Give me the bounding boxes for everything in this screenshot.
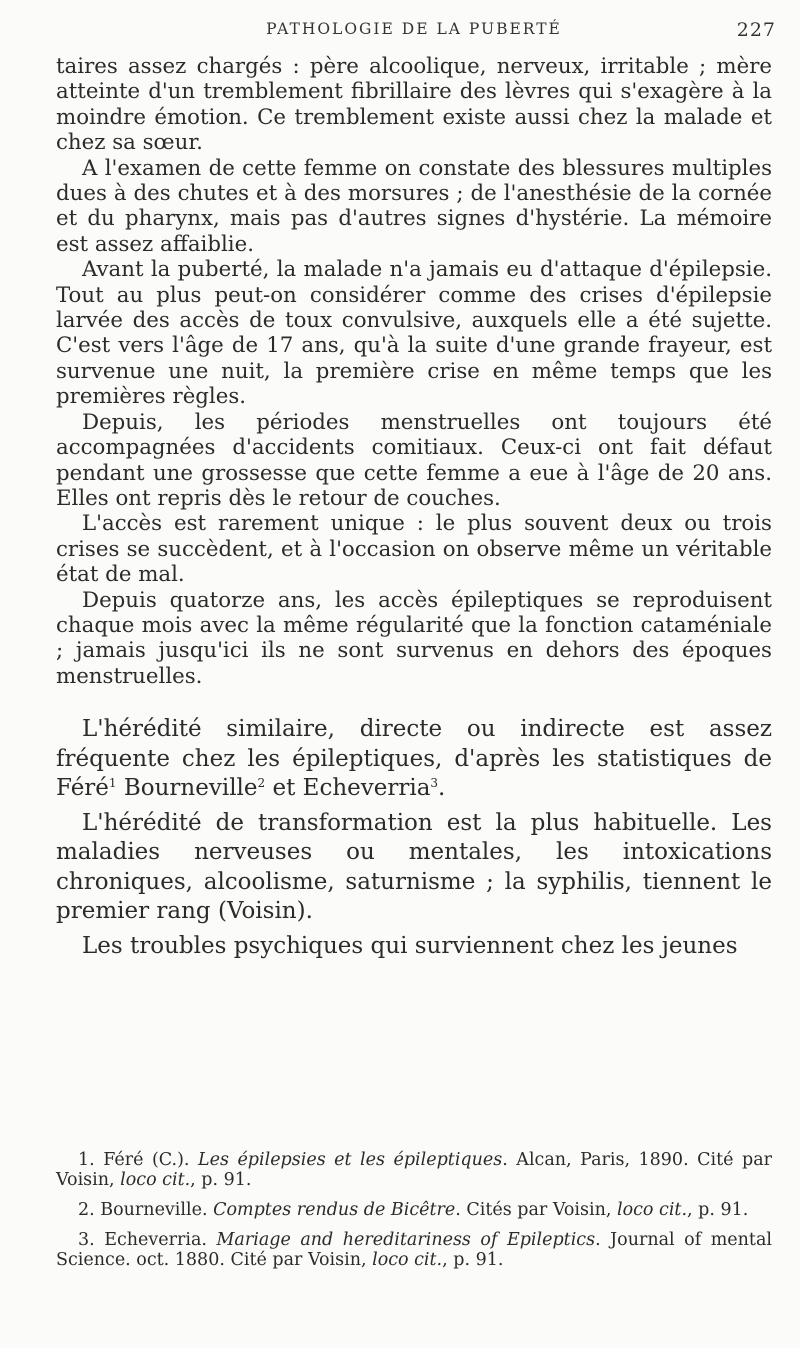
paragraph-3: Avant la puberté, la malade n'a jamais eu d'attaque d'épilepsie. Tout au plus peut-on considérer comme des crises d'épilepsie larvée des accès de toux convulsive, auxquels elle a été sujette. C'est vers l'âge de 17 ans, qu'à la suite d'une grande frayeur, est survenue une nuit, la première crise en même temps que les premières règles.	[56, 257, 772, 410]
footnote-ref-1: 1	[108, 776, 117, 791]
paragraph-1: taires assez chargés : père alcoolique, nerveux, irritable ; mère atteinte d'un tremblement fibrillaire des lèvres qui s'exagère à la moindre émotion. Ce tremblement existe aussi chez la malade et chez sa sœur.	[56, 54, 772, 156]
running-head	[50, 20, 778, 46]
footnote-1-title: Les épilepsies et les épileptiques	[198, 1150, 503, 1170]
footnote-3-author: 3. Echeverria.	[78, 1230, 217, 1250]
footnote-2-loco: loco cit.	[616, 1200, 688, 1220]
footnote-2-source: . Cités par Voisin,	[455, 1200, 617, 1220]
paragraph-6: Depuis quatorze ans, les accès épileptiques se reproduisent chaque mois avec la même régularité que la fonction cataméniale ; jamais jusqu'ici ils ne sont survenus en dehors des époques menstruelles.	[56, 587, 772, 689]
footnote-1-loco: loco cit.	[120, 1170, 191, 1190]
paragraph-7-text: L'hérédité similaire, directe ou indirecte est assez fréquente chez les épileptiques, d'après les statistiques de Féré	[56, 716, 772, 802]
footnote-3-title: Mariage and hereditariness of Epileptics	[216, 1230, 596, 1250]
footnote-ref-2: 2	[257, 776, 266, 791]
footnote-2	[56, 1200, 772, 1220]
paragraph-7-author-3: et Echeverria	[265, 775, 431, 802]
paragraph-4: Depuis, les périodes menstruelles ont toujours été accompagnées d'accidents comitiaux. Ceux-ci ont fait défaut pendant une grossesse que cette femme a eue à l'âge de 20 ans. Elles ont repris dès le retour de couches.	[56, 409, 772, 511]
footnote-1-publisher: . Alcan, Paris, 1890. Cité par Voisin,	[56, 1150, 772, 1190]
running-title: PATHOLOGIE DE LA PUBERTÉ	[266, 20, 562, 38]
paragraph-8: L'hérédité de transformation est la plus habituelle. Les maladies nerveuses ou mentales, les intoxications chroniques, alcoolisme, saturnisme ; la syphilis, tiennent le premier rang (Voisin).	[56, 809, 772, 925]
page-number: 227	[736, 19, 776, 41]
body-text	[56, 54, 772, 961]
footnote-2-page: , p. 91.	[687, 1200, 749, 1220]
paragraph-9: Les troubles psychiques qui surviennent chez les jeunes	[82, 932, 738, 959]
footnote-3-loco: loco cit.	[372, 1250, 443, 1270]
footnote-1-author: 1. Féré (C.).	[78, 1150, 198, 1170]
footnote-ref-3: 3	[430, 776, 439, 791]
footnote-3	[56, 1230, 772, 1270]
paragraph-7-end: .	[438, 775, 446, 802]
paragraph-5: L'accès est rarement unique : le plus souvent deux ou trois crises se succèdent, et à l'occasion on observe même un véritable état de mal.	[56, 511, 772, 588]
paragraph-7	[56, 715, 772, 804]
footnote-3-page: , p. 91.	[442, 1250, 504, 1270]
paragraph-2: A l'examen de cette femme on constate des blessures multiples dues à des chutes et à des morsures ; de l'anesthésie de la cornée et du pharynx, mais pas d'autres signes d'hystérie. La mémoire est assez affaiblie.	[56, 155, 772, 257]
paragraph-7-author-2: Bourneville	[116, 775, 258, 802]
footnotes	[56, 1150, 772, 1280]
footnote-2-author: 2. Bourneville.	[78, 1200, 214, 1220]
footnote-2-title: Comptes rendus de Bicêtre	[213, 1200, 456, 1220]
footnote-1-page: , p. 91.	[190, 1170, 252, 1190]
footnote-1	[56, 1150, 772, 1190]
footnote-3-source: . Journal of mental Science. oct. 1880. Cité par Voisin,	[56, 1230, 772, 1270]
